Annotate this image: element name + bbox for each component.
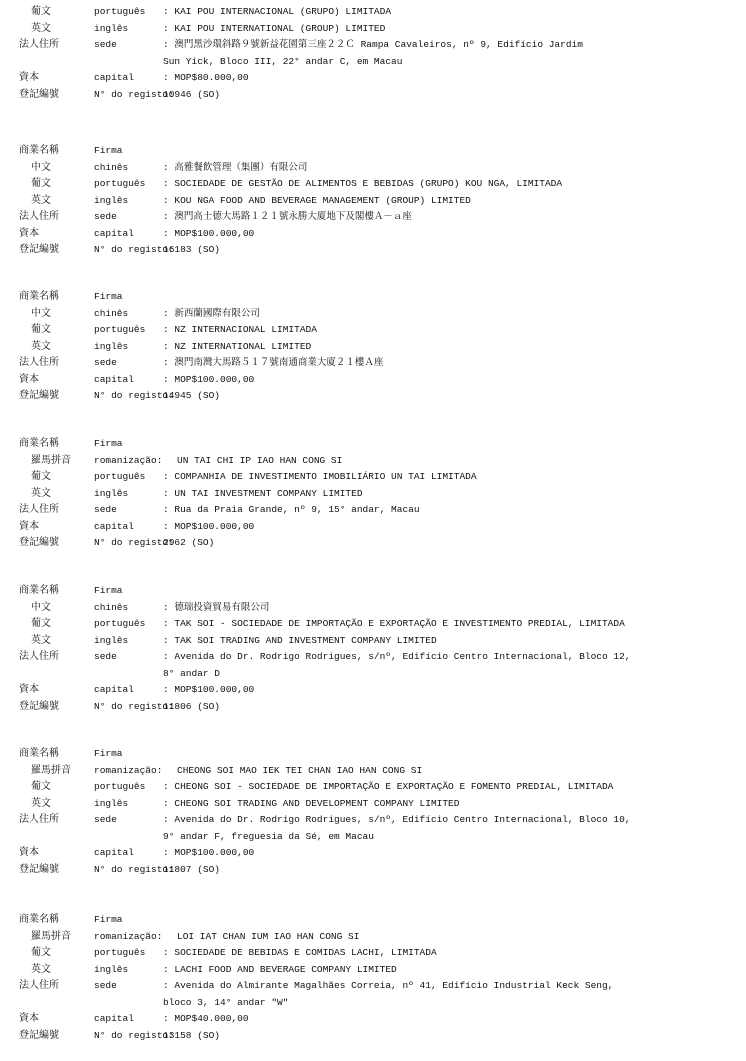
portuguese-label: Firma (94, 291, 123, 302)
chinese-label: 葡文 (31, 178, 51, 189)
field-value: 14945 (SO) (163, 390, 221, 401)
field-value: 11807 (SO) (163, 863, 221, 875)
field-value: : KAI POU INTERNATIONAL (GROUP) LIMITED (163, 22, 386, 34)
chinese-label: 登記編號 (19, 244, 59, 255)
portuguese-label: chinês (94, 601, 129, 613)
field-value: : MOP$80.000,00 (163, 72, 249, 83)
chinese-label: 登記編號 (19, 88, 59, 100)
field-value: : 新西蘭國際有限公司 (163, 307, 260, 319)
field-value: : NZ INTERNATIONAL LIMITED (163, 340, 312, 352)
chinese-label: 商業名稱 (19, 748, 59, 759)
portuguese-label: inglês (94, 22, 129, 34)
chinese-label: 葡文 (31, 618, 51, 629)
portuguese-label: inglês (94, 194, 129, 206)
field-value: : KAI POU INTERNACIONAL (GRUPO) LIMITADA (163, 6, 392, 17)
portuguese-label: português (94, 781, 146, 792)
field-value: : KOU NGA FOOD AND BEVERAGE MANAGEMENT (GROUP) LIMITED (163, 194, 471, 206)
portuguese-label: sede (94, 980, 117, 991)
chinese-label: 英文 (31, 340, 51, 352)
chinese-label: 羅馬拼音 (31, 454, 71, 466)
field-value: : NZ INTERNACIONAL LIMITADA (163, 324, 317, 335)
portuguese-label: inglês (94, 963, 129, 975)
field-value: Sun Yick, Bloco III, 22° andar C, em Macau (163, 55, 403, 67)
field-value: 10946 (SO) (163, 88, 221, 100)
chinese-label: 商業名稱 (19, 914, 59, 925)
chinese-label: 羅馬拼音 (31, 930, 71, 942)
portuguese-label: capital (94, 684, 134, 695)
chinese-label: 葡文 (31, 947, 51, 958)
field-value: : COMPANHIA DE INVESTIMENTO IMOBILIÁRIO UN TAI LIMITADA (163, 471, 477, 482)
chinese-label: 英文 (31, 963, 51, 975)
portuguese-label: capital (94, 72, 134, 83)
field-value: CHEONG SOI MAO IEK TEI CHAN IAO HAN CONG SI (177, 764, 423, 776)
chinese-label: 葡文 (31, 324, 51, 335)
field-value: : CHEONG SOI TRADING AND DEVELOPMENT COMPANY LIMITED (163, 797, 460, 809)
chinese-label: 登記編號 (19, 700, 59, 712)
portuguese-label: português (94, 947, 146, 958)
chinese-label: 登記編號 (19, 390, 59, 401)
field-value: : MOP$100.000,00 (163, 847, 255, 858)
portuguese-label: português (94, 618, 146, 629)
portuguese-label: português (94, 471, 146, 482)
portuguese-label: inglês (94, 634, 129, 646)
portuguese-label: romanização: (94, 454, 163, 466)
field-value: 13158 (SO) (163, 1029, 221, 1041)
chinese-label: 商業名稱 (19, 291, 59, 302)
field-value: bloco 3, 14° andar "W" (163, 996, 289, 1008)
chinese-label: 資本 (19, 227, 39, 239)
portuguese-label: capital (94, 1013, 134, 1024)
chinese-label: 資本 (19, 847, 39, 858)
portuguese-label: inglês (94, 487, 129, 499)
chinese-label: 葡文 (31, 471, 51, 482)
field-value: : SOCIEDADE DE BEBIDAS E COMIDAS LACHI, LIMITADA (163, 947, 437, 958)
portuguese-label: sede (94, 814, 117, 825)
field-value: LOI IAT CHAN IUM IAO HAN CONG SI (177, 930, 360, 942)
chinese-label: 英文 (31, 797, 51, 809)
field-value: : 澳門高士德大馬路１２１號永勝大廈地下及閣樓Ａ－ａ座 (163, 211, 412, 222)
chinese-label: 法人住所 (19, 651, 59, 662)
field-value: : Rua da Praia Grande, nº 9, 15° andar, Macau (163, 504, 420, 515)
chinese-label: 資本 (19, 520, 39, 532)
field-value: 9° andar F, freguesia da Sé, em Macau (163, 830, 374, 842)
portuguese-label: português (94, 324, 146, 335)
portuguese-label: N° do registo: (94, 88, 174, 100)
chinese-label: 中文 (31, 161, 51, 173)
chinese-label: 法人住所 (19, 980, 59, 991)
portuguese-label: chinês (94, 161, 129, 173)
chinese-label: 法人住所 (19, 814, 59, 825)
chinese-label: 英文 (31, 487, 51, 499)
field-value: : MOP$40.000,00 (163, 1013, 249, 1024)
portuguese-label: português (94, 178, 146, 189)
portuguese-label: capital (94, 520, 134, 532)
portuguese-label: N° do registo: (94, 390, 174, 401)
field-value: : Avenida do Dr. Rodrigo Rodrigues, s/nº, Edifício Centro Internacional, Bloco 10, (163, 814, 631, 825)
field-value: : MOP$100.000,00 (163, 227, 255, 239)
field-value: : UN TAI INVESTMENT COMPANY LIMITED (163, 487, 363, 499)
portuguese-label: sede (94, 39, 117, 50)
field-value: : TAK SOI - SOCIEDADE DE IMPORTAÇÃO E EXPORTAÇÃO E INVESTIMENTO PREDIAL, LIMITADA (163, 618, 625, 629)
chinese-label: 登記編號 (19, 1029, 59, 1041)
chinese-label: 登記編號 (19, 863, 59, 875)
field-value: : 澳門南灣大馬路５１７號南通商業大廈２１樓Ａ座 (163, 357, 384, 368)
portuguese-label: N° do registo: (94, 700, 174, 712)
chinese-label: 法人住所 (19, 39, 59, 50)
portuguese-label: capital (94, 227, 134, 239)
portuguese-label: português (94, 6, 146, 17)
portuguese-label: Firma (94, 914, 123, 925)
chinese-label: 登記編號 (19, 537, 59, 548)
portuguese-label: N° do registo: (94, 244, 174, 255)
portuguese-label: N° do registo: (94, 537, 174, 548)
chinese-label: 商業名稱 (19, 145, 59, 156)
portuguese-label: N° do registo: (94, 863, 174, 875)
field-value: : MOP$100.000,00 (163, 520, 255, 532)
chinese-label: 資本 (19, 373, 39, 385)
portuguese-label: sede (94, 504, 117, 515)
field-value: 11806 (SO) (163, 700, 221, 712)
chinese-label: 商業名稱 (19, 438, 59, 449)
portuguese-label: inglês (94, 797, 129, 809)
field-value: 2962 (SO) (163, 537, 215, 548)
portuguese-label: Firma (94, 748, 123, 759)
field-value: : Avenida do Almirante Magalhães Correia, nº 41, Edifício Industrial Keck Seng, (163, 980, 614, 991)
portuguese-label: chinês (94, 307, 129, 319)
chinese-label: 中文 (31, 601, 51, 613)
field-value: 8° andar D (163, 667, 221, 679)
portuguese-label: romanização: (94, 764, 163, 776)
field-value: UN TAI CHI IP IAO HAN CONG SI (177, 454, 343, 466)
chinese-label: 資本 (19, 1013, 39, 1024)
chinese-label: 法人住所 (19, 504, 59, 515)
field-value: : MOP$100.000,00 (163, 373, 255, 385)
field-value: : 澳門黑沙環斜路９號新益花園第三座２２Ｃ Rampa Cavaleiros, nº 9, Edifício Jardim (163, 39, 583, 50)
chinese-label: 法人住所 (19, 357, 59, 368)
portuguese-label: sede (94, 211, 117, 222)
chinese-label: 英文 (31, 634, 51, 646)
field-value: : SOCIEDADE DE GESTÃO DE ALIMENTOS E BEBIDAS (GRUPO) KOU NGA, LIMITADA (163, 178, 563, 189)
chinese-label: 葡文 (31, 781, 51, 792)
field-value: : MOP$100.000,00 (163, 684, 255, 695)
chinese-label: 英文 (31, 22, 51, 34)
chinese-label: 羅馬拼音 (31, 764, 71, 776)
portuguese-label: Firma (94, 438, 123, 449)
chinese-label: 資本 (19, 684, 39, 695)
field-value: : 高雅餐飲管理（集團）有限公司 (163, 161, 308, 173)
portuguese-label: Firma (94, 145, 123, 156)
chinese-label: 葡文 (31, 6, 51, 17)
field-value: 16183 (SO) (163, 244, 221, 255)
portuguese-label: sede (94, 651, 117, 662)
chinese-label: 商業名稱 (19, 585, 59, 596)
chinese-label: 法人住所 (19, 211, 59, 222)
field-value: : TAK SOI TRADING AND INVESTMENT COMPANY LIMITED (163, 634, 437, 646)
portuguese-label: Firma (94, 585, 123, 596)
field-value: : LACHI FOOD AND BEVERAGE COMPANY LIMITED (163, 963, 397, 975)
portuguese-label: romanização: (94, 930, 163, 942)
portuguese-label: capital (94, 847, 134, 858)
field-value: : 德瑞投資貿易有限公司 (163, 601, 270, 613)
portuguese-label: sede (94, 357, 117, 368)
chinese-label: 中文 (31, 307, 51, 319)
portuguese-label: N° do registo: (94, 1029, 174, 1041)
chinese-label: 資本 (19, 72, 39, 83)
field-value: : CHEONG SOI - SOCIEDADE DE IMPORTAÇÃO E EXPORTAÇÃO E FOMENTO PREDIAL, LIMITADA (163, 781, 614, 792)
portuguese-label: capital (94, 373, 134, 385)
field-value: : Avenida do Dr. Rodrigo Rodrigues, s/nº, Edifício Centro Internacional, Bloco 12, (163, 651, 631, 662)
chinese-label: 英文 (31, 194, 51, 206)
portuguese-label: inglês (94, 340, 129, 352)
